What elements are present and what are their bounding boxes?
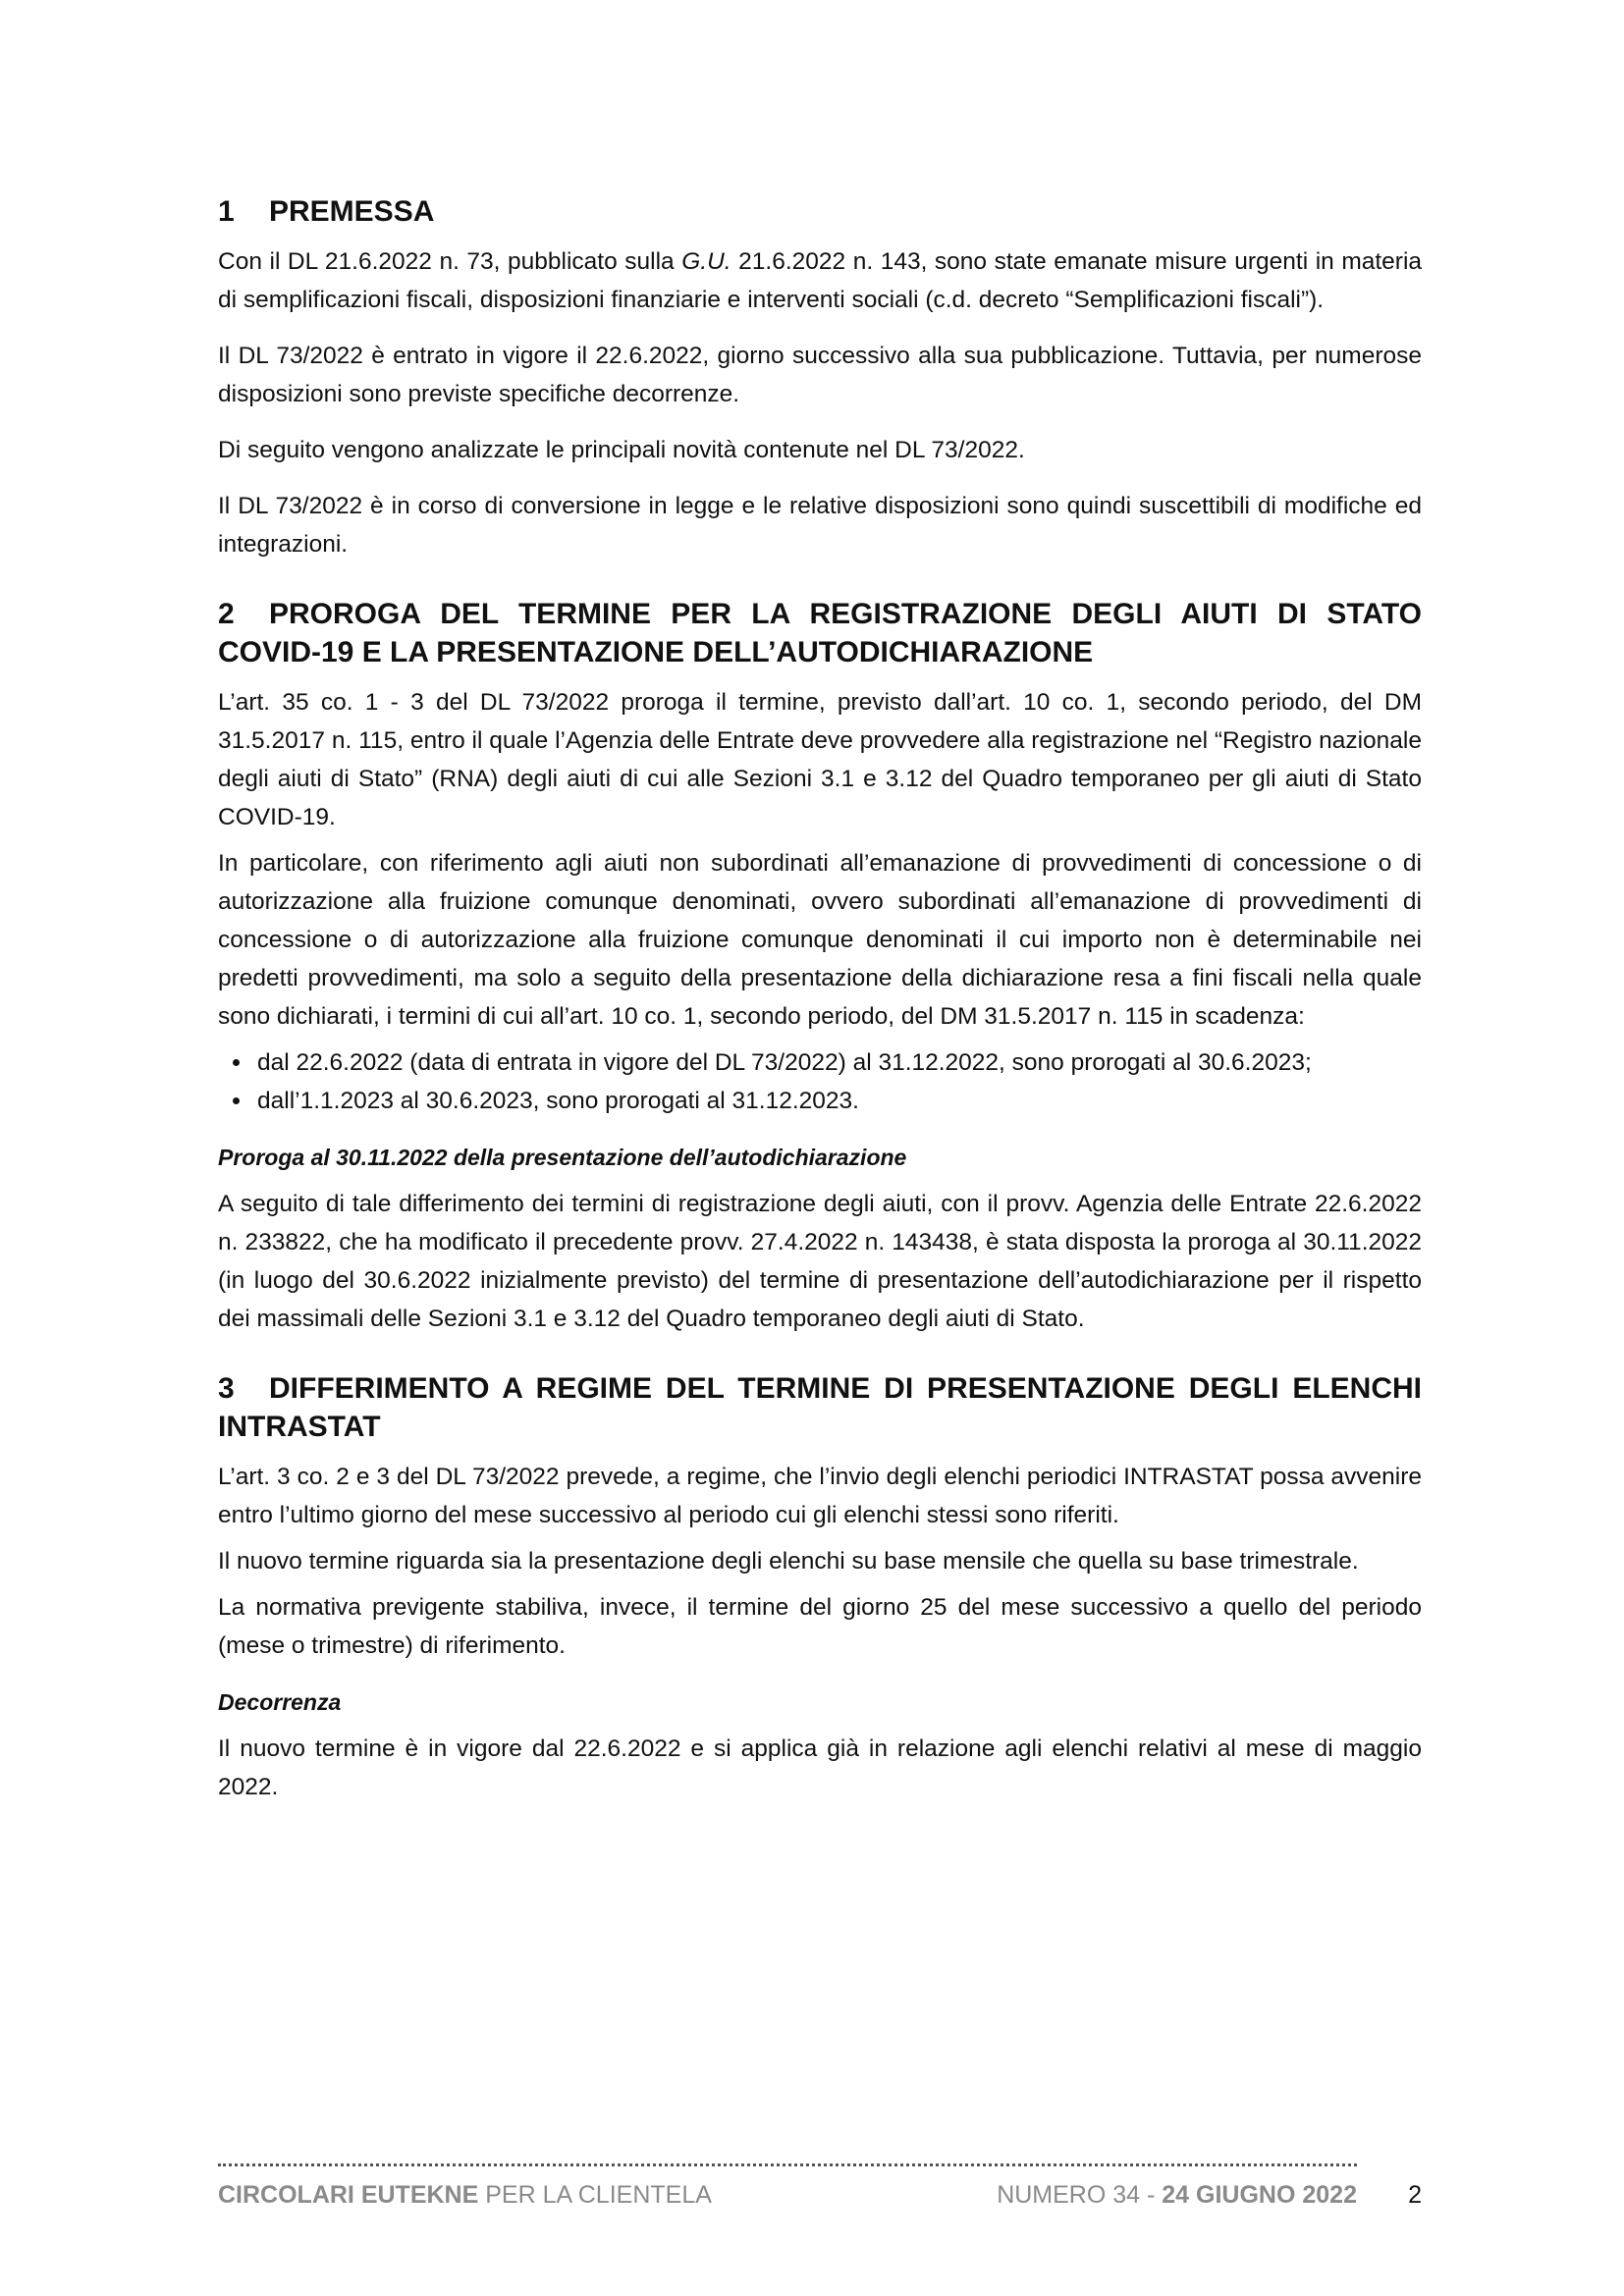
paragraph: Il DL 73/2022 è in corso di conversione in legge e le relative disposizioni sono quindi suscettibili di modifiche ed integrazioni. [218,493,1422,558]
paragraph: In particolare, con riferimento agli aiuti non subordinati all’emanazione di provvedimenti di concessione o di autorizzazione alla fruizione comunque denominati, ovvero subordinati all’emanazione di provvedimenti di concessione o di autorizzazione alla fruizione comunque denominati il cui importo non è determinabile nei predetti provvedimenti, ma solo a seguito della presentazione della dichiarazione resa a fini fiscali nella quale sono dichiarati, i termini di cui all’art. 10 co. 1, secondo periodo, del DM 31.5.2017 n. 115 in scadenza: [218,850,1422,1030]
paragraph: Con il DL 21.6.2022 n. 73, pubblicato sulla G.U. 21.6.2022 n. 143, sono state emanate misure urgenti in materia di semplificazioni fiscali, disposizioni finanziarie e interventi sociali (c.d. decreto “Semplificazioni fiscali”). [218,248,1423,313]
section-heading: 3 DIFFERIMENTO A REGIME DEL TERMINE DI PRESENTAZIONE DEGLI ELENCHI INTRASTAT [218,1372,1422,1443]
footer-divider [218,2163,1357,2166]
section-heading: 2 PROROGA DEL TERMINE PER LA REGISTRAZIONE DEGLI AIUTI DI STATO COVID-19 E LA PRESENTAZIONE DELL’AUTODICHIARAZIONE [218,598,1422,668]
section-premessa [218,192,1422,563]
document-page [218,192,1422,1814]
section-heading: 1 PREMESSA [218,195,435,228]
paragraph: A seguito di tale differimento dei termini di registrazione degli aiuti, con il provv. Agenzia delle Entrate 22.6.2022 n. 233822, che ha modificato il precedente provv. 27.4.2022 n. 143438, è stata disposta la proroga al 30.11.2022 (in luogo del 30.6.2022 inizialmente previsto) del termine di presentazione dell’autodichiarazione per il rispetto dei massimali delle Sezioni 3.1 e 3.12 del Quadro temporaneo degli aiuti di Stato. [218,1191,1422,1332]
subheading: Decorrenza [218,1689,342,1715]
paragraph: L’art. 3 co. 2 e 3 del DL 73/2022 prevede, a regime, che l’invio degli elenchi periodici INTRASTAT possa avvenire entro l’ultimo giorno del mese successivo al periodo cui gli elenchi stessi sono riferiti. [218,1464,1422,1528]
section-intrastat [218,1369,1422,1806]
footer-issue: NUMERO 34 - 24 GIUGNO 2022 [997,2181,1357,2209]
list-item: • dal 22.6.2022 (data di entrata in vigore del DL 73/2022) al 31.12.2022, sono prorogati al 30.6.2023; [253,1043,1422,1082]
paragraph: Il nuovo termine è in vigore dal 22.6.2022 e si applica già in relazione agli elenchi relativi al mese di maggio 2022. [218,1735,1422,1800]
paragraph: La normativa previgente stabiliva, invece, il termine del giorno 25 del mese successivo a quello del periodo (mese o trimestre) di riferimento. [218,1594,1422,1659]
bullet-list [218,1043,1422,1120]
paragraph: L’art. 35 co. 1 - 3 del DL 73/2022 proroga il termine, previsto dall’art. 10 co. 1, secondo periodo, del DM 31.5.2017 n. 115, entro il quale l’Agenzia delle Entrate deve provvedere alla registrazione nel “Registro nazionale degli aiuti di Stato” (RNA) degli aiuti di cui alle Sezioni 3.1 e 3.12 del Quadro temporaneo per gli aiuti di Stato COVID-19. [218,689,1422,830]
page-number: 2 [1408,2181,1422,2209]
paragraph: Il nuovo termine riguarda sia la presentazione degli elenchi su base mensile che quella su base trimestrale. [218,1548,1359,1575]
footer-brand: CIRCOLARI EUTEKNE PER LA CLIENTELA [218,2181,712,2209]
section-proroga-aiuti [218,595,1422,1338]
list-item: • dall’1.1.2023 al 30.6.2023, sono prorogati al 31.12.2023. [253,1082,1422,1120]
paragraph: Il DL 73/2022 è entrato in vigore il 22.6.2022, giorno successivo alla sua pubblicazione. Tuttavia, per numerose disposizioni sono previste specifiche decorrenze. [218,343,1422,407]
subheading: Proroga al 30.11.2022 della presentazione dell’autodichiarazione [218,1145,907,1170]
paragraph: Di seguito vengono analizzate le principali novità contenute nel DL 73/2022. [218,437,1025,463]
